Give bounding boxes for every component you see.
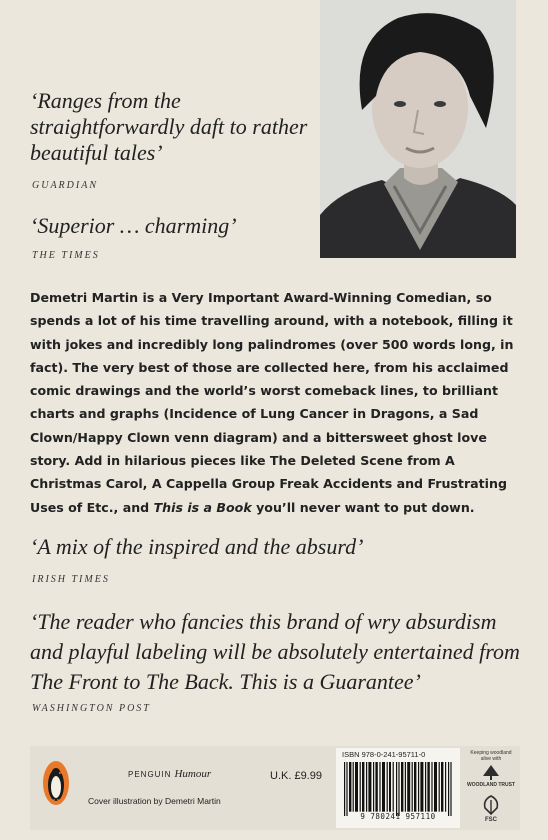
isbn-label: ISBN 978-0-241-95711-0 bbox=[342, 750, 426, 759]
barcode-panel bbox=[336, 748, 460, 828]
review-quote-washington-post: ‘The reader who fancies this brand of wry absurdism and playful labeling will be absolutely entertained from The Front to The Back. This is a Guarantee’ bbox=[30, 609, 520, 694]
author-photo bbox=[320, 0, 516, 258]
cover-credit: Cover illustration by Demetri Martin bbox=[88, 796, 221, 806]
woodland-trust-icon bbox=[479, 764, 503, 780]
review-quote-guardian: ‘Ranges from the straightforwardly daft to rather beautiful tales’ bbox=[30, 88, 308, 165]
barcode-digits: 9 780241 957110 bbox=[360, 812, 436, 821]
fsc-label: FSC bbox=[485, 817, 497, 823]
book-description-main: Demetri Martin is a Very Important Award-Winning Comedian, so spends a lot of his time travelling around, with a notebook, filling it with jokes and incredibly long palindromes (over 500 words long, in fact). The very best of those are collected here, from his acclaimed comic drawings and the world’s worst comeback lines, to brilliant charts and graphs (Incidence of Lung Cancer in Dragons, a Sad Clown/Happy Clown venn diagram) and a bittersweet ghost love story. Add in hilarious pieces like The Deleted Scene from A Christmas Carol, A Cappella Group Freak Accidents and Frustrating Uses of Etc., and bbox=[30, 290, 514, 515]
woodland-trust-label: WOODLAND TRUST bbox=[466, 782, 516, 788]
imprint-label bbox=[128, 768, 211, 780]
review-source-irish-times: IRISH TIMES bbox=[32, 574, 110, 585]
imprint-name: PENGUIN bbox=[128, 770, 172, 779]
imprint-series: Humour bbox=[174, 768, 212, 780]
cover-footer bbox=[30, 746, 520, 830]
penguin-logo-icon bbox=[42, 760, 70, 806]
review-quote-the-times: ‘Superior … charming’ bbox=[30, 213, 237, 238]
fsc-certification bbox=[466, 750, 516, 826]
fsc-tree-icon bbox=[479, 794, 503, 816]
review-quote-irish-times: ‘A mix of the inspired and the absurd’ bbox=[30, 534, 364, 559]
price-label: U.K. £9.99 bbox=[270, 770, 322, 782]
review-source-washington-post: WASHINGTON POST bbox=[32, 703, 151, 714]
book-description-end: you’ll never want to put down. bbox=[251, 499, 475, 515]
woodland-trust-caption: Keeping woodland alive with bbox=[470, 750, 512, 762]
review-source-the-times: THE TIMES bbox=[32, 250, 100, 261]
author-portrait-illustration bbox=[320, 0, 516, 258]
barcode-icon bbox=[342, 762, 454, 816]
book-title-inline: This is a Book bbox=[153, 499, 252, 515]
review-source-guardian: GUARDIAN bbox=[32, 180, 98, 191]
book-description bbox=[30, 286, 520, 519]
